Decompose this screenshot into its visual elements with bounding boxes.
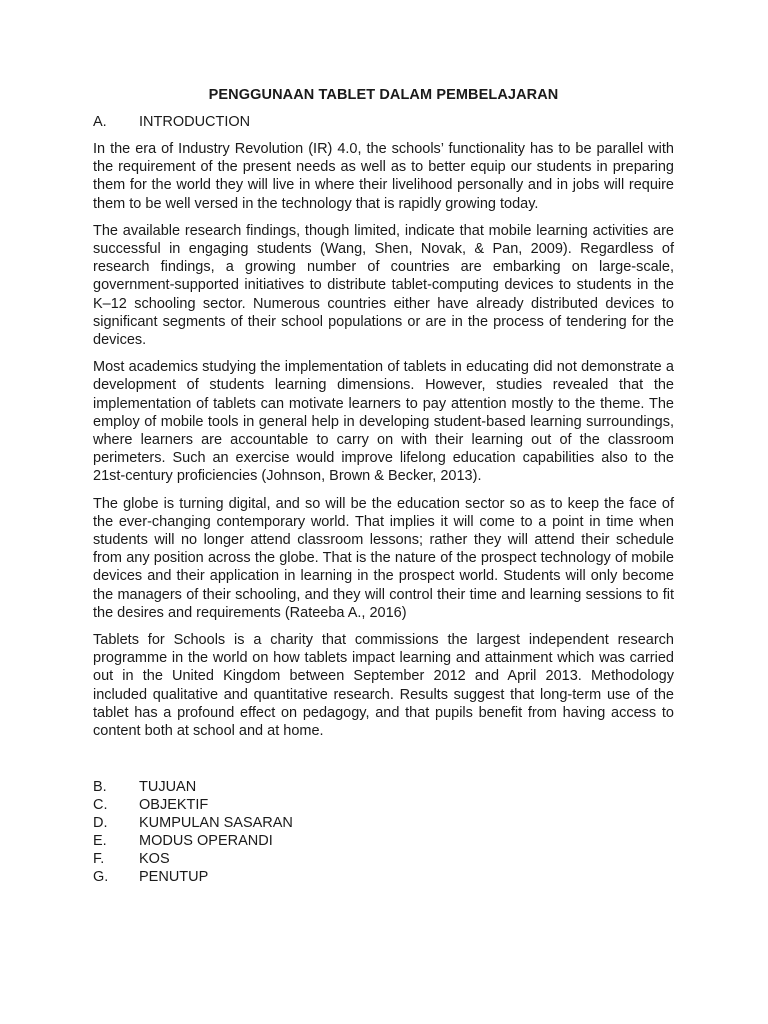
section-letter: E. — [93, 833, 107, 850]
section-label: OBJEKTIF — [139, 797, 209, 814]
document-title: PENGGUNAAN TABLET DALAM PEMBELAJARAN — [208, 87, 559, 103]
paragraph: The globe is turning digital, and so will be the education sector so as to keep the face of the ever-changing contemporary world. That implies it will come to a point in time when students will no longer attend classroom lessons; rather they will attend their schedule from any position across the globe. That is the nature of the prospect technology of mobile devices and their application in learning in the prospect world. Students will only become the managers of their schooling, and they will control their time and learning sessions to fit the desires and requirements (Rateeba A., 2016) — [93, 495, 674, 621]
section-list — [93, 778, 674, 886]
section-letter: F. — [93, 851, 105, 868]
section-letter: C. — [93, 797, 108, 814]
section-list-item — [93, 814, 674, 832]
section-list-item — [93, 850, 674, 868]
intro-heading-letter: A. — [93, 114, 107, 130]
section-label: TUJUAN — [139, 779, 197, 796]
section-label: KUMPULAN SASARAN — [139, 815, 293, 832]
section-letter: D. — [93, 815, 108, 832]
paragraph: Most academics studying the implementation of tablets in educating did not demonstrate a development of students learning dimensions. However, studies revealed that the implementation of tablets can motivate learners to pay attention mostly to the theme. The employ of mobile tools in general help in developing student-based learning surroundings, where learners are accountable to carry on with their learning out of the classroom perimeters. Such an exercise would improve lifelong education capabilities also to the 21st-century proficiencies (Johnson, Brown & Becker, 2013). — [93, 359, 674, 485]
section-label: KOS — [139, 851, 170, 868]
intro-heading-label: INTRODUCTION — [139, 114, 251, 130]
section-label: PENUTUP — [139, 869, 209, 886]
paragraph: In the era of Industry Revolution (IR) 4.0, the schools’ functionality has to be parallel with the requirement of the present needs as well as to better equip our students in preparing them for the world they will live in where their livelihood personally and in jobs will require them to be well versed in the technology that is rapidly growing today. — [93, 141, 674, 212]
paragraph: The available research findings, though limited, indicate that mobile learning activities are successful in engaging students (Wang, Shen, Novak, & Pan, 2009). Regardless of research findings, a growing number of countries are embarking on large-scale, government-supported initiatives to distribute tablet-computing devices to students in the K–12 schooling sector. Numerous countries either have already distributed devices to significant segments of their school populations or are in the process of tendering for the devices. — [93, 222, 674, 349]
section-list-item — [93, 778, 674, 796]
section-letter: B. — [93, 779, 107, 796]
section-list-item — [93, 868, 674, 886]
section-list-item — [93, 796, 674, 814]
intro-heading — [93, 113, 674, 131]
section-letter: G. — [93, 869, 109, 886]
section-label: MODUS OPERANDI — [139, 833, 273, 850]
document-page — [93, 86, 674, 886]
paragraph: Tablets for Schools is a charity that commissions the largest independent research programme in the world on how tablets impact learning and attainment which was carried out in the United Kingdom between September 2012 and April 2013. Methodology included qualitative and quantitative research. Results suggest that long-term use of the tablet has a profound effect on pedagogy, and that pupils benefit from having access to content both at school and at home. — [93, 632, 674, 740]
section-list-item — [93, 832, 674, 850]
